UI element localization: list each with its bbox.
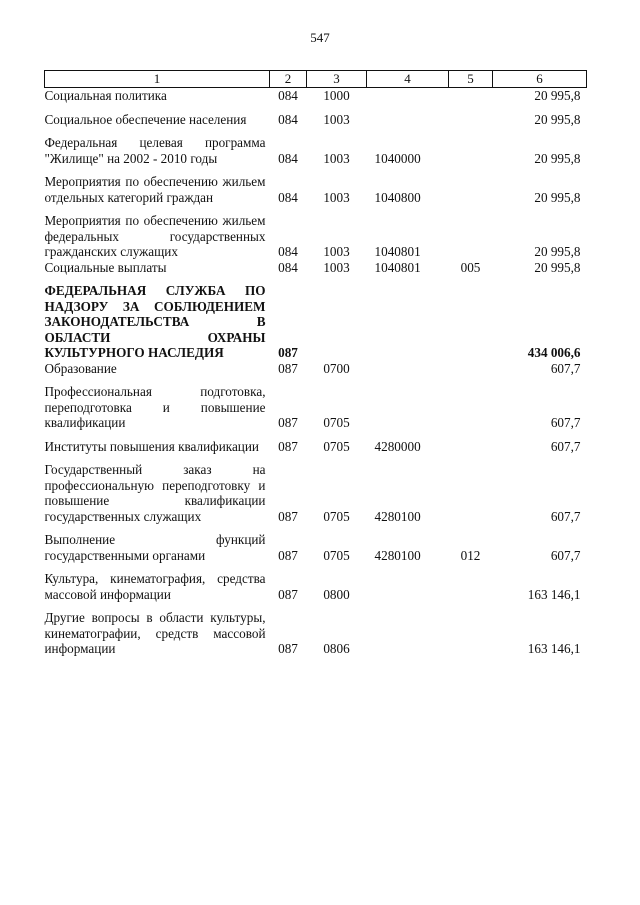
row-amount: 163 146,1 [527, 641, 581, 656]
table-row [45, 602, 587, 657]
row-ministry-code: 087 [278, 438, 298, 454]
row-expense-type [449, 275, 493, 361]
header-col-6: 6 [493, 71, 587, 88]
table-row [45, 104, 587, 128]
row-target-code: 1040800 [374, 189, 421, 205]
row-ministry-code: 084 [278, 88, 298, 103]
budget-table [44, 70, 587, 657]
table-row [45, 88, 587, 104]
row-target-code: 1040000 [374, 150, 421, 166]
row-ministry-code: 084 [278, 259, 298, 275]
table-row [45, 524, 587, 563]
row-name: Федеральная целевая программа "Жилище" на 2002 - 2010 годы [44, 135, 266, 166]
row-target-code [367, 602, 449, 657]
row-amount: 20 995,8 [534, 150, 581, 166]
row-amount: 20 995,8 [534, 88, 581, 103]
row-section-code: 0705 [323, 547, 350, 563]
table-row [45, 260, 587, 276]
header-col-3: 3 [307, 71, 367, 88]
row-ministry-code: 084 [278, 111, 298, 127]
row-amount: 163 146,1 [527, 586, 581, 602]
row-ministry-code: 084 [278, 244, 298, 259]
row-amount: 20 995,8 [534, 244, 581, 259]
table-row [45, 376, 587, 431]
row-name: Мероприятия по обеспечению жильем отдельных категорий граждан [44, 174, 266, 205]
table-row [45, 563, 587, 602]
row-name: ФЕДЕРАЛЬНАЯ СЛУЖБА ПО НАДЗОРУ ЗА СОБЛЮДЕНИЕМ ЗАКОНОДАТЕЛЬСТВА В ОБЛАСТИ ОХРАНЫ КУЛЬТУРНОГО НАСЛЕДИЯ [44, 283, 266, 360]
row-expense-type [449, 166, 493, 205]
row-section-code: 1003 [323, 111, 350, 127]
row-name: Мероприятия по обеспечению жильем федеральных государственных гражданских служащих [44, 213, 266, 259]
row-ministry-code: 087 [278, 641, 298, 656]
row-amount: 20 995,8 [534, 111, 581, 127]
row-section-code: 1003 [323, 150, 350, 166]
row-section-code: 1003 [323, 189, 350, 205]
table-row [45, 361, 587, 377]
row-target-code: 4280100 [374, 547, 421, 563]
row-name: Социальная политика [44, 88, 167, 103]
row-target-code [367, 563, 449, 602]
header-col-4: 4 [367, 71, 449, 88]
row-section-code: 1003 [323, 244, 350, 259]
row-section-code: 0705 [323, 508, 350, 524]
row-name: Государственный заказ на профессиональную переподготовку и повышение квалификации государственных служащих [44, 462, 266, 524]
row-target-code: 1040801 [374, 259, 421, 275]
row-section-code [307, 275, 367, 361]
row-name: Социальные выплаты [44, 259, 167, 275]
page-number: 547 [310, 30, 330, 45]
row-ministry-code: 087 [278, 508, 298, 524]
row-ministry-code: 087 [278, 586, 298, 602]
row-name: Культура, кинематография, средства массовой информации [44, 571, 266, 602]
table-body [45, 88, 587, 657]
row-amount: 607,7 [550, 438, 581, 454]
table-row [45, 275, 587, 361]
row-name: Выполнение функций государственными органами [44, 532, 266, 563]
row-name: Образование [44, 360, 117, 376]
row-amount: 607,7 [550, 508, 581, 524]
row-expense-type: 012 [460, 547, 481, 563]
row-target-code [367, 88, 449, 104]
row-section-code: 0800 [323, 586, 350, 602]
header-col-2: 2 [270, 71, 307, 88]
row-expense-type [449, 88, 493, 104]
row-expense-type [449, 376, 493, 431]
row-amount: 20 995,8 [534, 189, 581, 205]
row-section-code: 1000 [323, 88, 350, 103]
row-expense-type [449, 431, 493, 455]
row-target-code: 4280000 [374, 438, 421, 454]
row-name: Другие вопросы в области культуры, кинематографии, средств массовой информации [44, 610, 266, 656]
row-section-code: 0705 [323, 415, 350, 430]
row-expense-type: 005 [460, 259, 481, 275]
row-target-code: 4280100 [374, 508, 421, 524]
row-ministry-code: 084 [278, 150, 298, 166]
table-row [45, 166, 587, 205]
row-amount: 434 006,6 [527, 345, 581, 360]
row-name: Профессиональная подготовка, переподготовка и повышение квалификации [44, 384, 266, 430]
table-header [45, 71, 587, 88]
row-target-code [367, 361, 449, 377]
row-expense-type [449, 127, 493, 166]
row-name: Социальное обеспечение населения [44, 111, 247, 127]
row-expense-type [449, 563, 493, 602]
table-row [45, 431, 587, 455]
header-col-1: 1 [45, 71, 270, 88]
table-row [45, 127, 587, 166]
row-target-code [367, 275, 449, 361]
row-target-code [367, 376, 449, 431]
row-expense-type [449, 361, 493, 377]
row-ministry-code: 084 [278, 189, 298, 205]
row-section-code: 0806 [323, 641, 350, 656]
row-section-code: 0700 [323, 360, 350, 376]
row-amount: 607,7 [550, 415, 581, 430]
row-ministry-code: 087 [278, 415, 298, 430]
row-expense-type [449, 205, 493, 260]
row-ministry-code: 087 [278, 360, 298, 376]
table-row [45, 454, 587, 524]
row-name: Институты повышения квалификации [44, 438, 259, 454]
row-section-code: 0705 [323, 438, 350, 454]
row-ministry-code: 087 [278, 547, 298, 563]
row-amount: 607,7 [550, 547, 581, 563]
table-row [45, 205, 587, 260]
row-target-code: 1040801 [374, 244, 421, 259]
row-amount: 607,7 [550, 360, 581, 376]
row-amount: 20 995,8 [534, 259, 581, 275]
row-ministry-code: 087 [278, 345, 298, 360]
header-col-5: 5 [449, 71, 493, 88]
row-expense-type [449, 602, 493, 657]
row-expense-type [449, 454, 493, 524]
row-target-code [367, 104, 449, 128]
row-expense-type [449, 104, 493, 128]
row-section-code: 1003 [323, 259, 350, 275]
header-row [45, 71, 587, 88]
